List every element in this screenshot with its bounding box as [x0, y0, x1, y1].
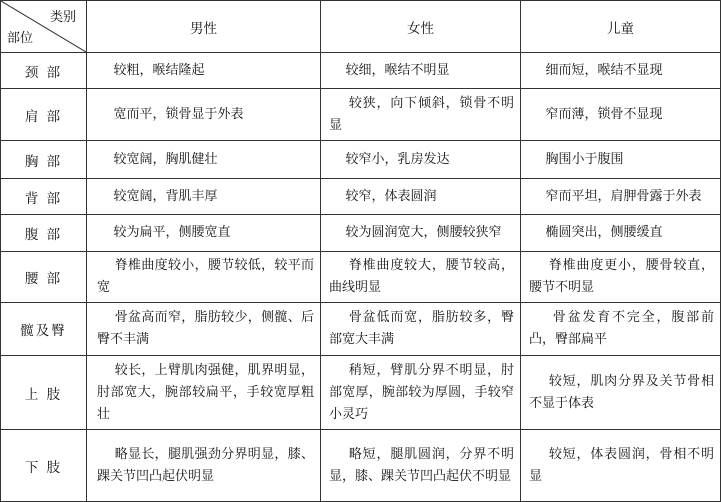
cell-male: 较粗，喉结隆起: [87, 53, 321, 89]
column-header-child: 儿童: [521, 1, 721, 53]
cell-female: 稍短，臂肌分界不明显，肘部宽厚，腕部较为厚圆，手较窄小灵巧: [321, 356, 521, 430]
table-row: [1, 215, 721, 252]
cell-child: 窄而平坦，肩胛骨露于外表: [521, 179, 721, 215]
table-row: [1, 430, 721, 502]
table-row: [1, 53, 721, 89]
table-row: [1, 303, 721, 356]
cell-child: 较短，肌肉分界及关节骨相不显于体表: [521, 356, 721, 430]
column-header-female: 女性: [321, 1, 521, 53]
row-label-back: 背 部: [1, 179, 87, 215]
cell-male: 较为扁平，侧腰宽直: [87, 215, 321, 252]
cell-female: 较为圆润宽大，侧腰较狭窄: [321, 215, 521, 252]
cell-male: 较宽阔，胸肌健壮: [87, 141, 321, 179]
corner-header-cell: [1, 1, 87, 53]
cell-child: 窄而薄，锁骨不显现: [521, 89, 721, 141]
cell-female: 较细，喉结不明显: [321, 53, 521, 89]
cell-male: 较长，上臂肌肉强健，肌界明显，肘部宽大，腕部较扁平，手较宽厚粗壮: [87, 356, 321, 430]
row-label-upper-limb: 上 肢: [1, 356, 87, 430]
row-label-shoulder: 肩 部: [1, 89, 87, 141]
cell-female: 骨盆低而宽，脂肪较多，臀部宽大丰满: [321, 303, 521, 356]
header-row: [1, 1, 721, 53]
row-label-waist: 腰 部: [1, 252, 87, 303]
table-row: [1, 356, 721, 430]
cell-male: 较宽阔，背肌丰厚: [87, 179, 321, 215]
cell-male: 宽而平，锁骨显于外表: [87, 89, 321, 141]
cell-child: 脊椎曲度更小，腰骨较直，腰节不明显: [521, 252, 721, 303]
cell-male: 脊椎曲度较小，腰节较低，较平而宽: [87, 252, 321, 303]
cell-female: 较窄小，乳房发达: [321, 141, 521, 179]
cell-female: 较狭，向下倾斜，锁骨不明显: [321, 89, 521, 141]
column-header-male: 男性: [87, 1, 321, 53]
cell-female: 脊椎曲度较大，腰节较高，曲线明显: [321, 252, 521, 303]
row-label-abdomen: 腹 部: [1, 215, 87, 252]
table-row: [1, 179, 721, 215]
cell-child: 较短，体表圆润，骨相不明显: [521, 430, 721, 502]
cell-male: 骨盆高而窄，脂肪较少，侧髋、后臀不丰满: [87, 303, 321, 356]
row-label-chest: 胸 部: [1, 141, 87, 179]
row-label-hip: 髋及臀: [1, 303, 87, 356]
row-label-lower-limb: 下 肢: [1, 430, 87, 502]
cell-child: 细而短，喉结不显现: [521, 53, 721, 89]
cell-male: 略显长，腿肌强劲分界明显，膝、踝关节凹凸起伏明显: [87, 430, 321, 502]
table-row: [1, 252, 721, 303]
row-label-neck: 颈 部: [1, 53, 87, 89]
cell-female: 较窄，体表圆润: [321, 179, 521, 215]
corner-label-part: 部位: [7, 31, 34, 46]
cell-child: 椭圆突出，侧腰缓直: [521, 215, 721, 252]
cell-female: 略短，腿肌圆润，分界不明显，膝、踝关节凹凸起伏不明显: [321, 430, 521, 502]
table-row: [1, 141, 721, 179]
corner-label-category: 类别: [49, 10, 76, 25]
cell-child: 胸围小于腹围: [521, 141, 721, 179]
cell-child: 骨盆发育不完全，腹部前凸，臀部扁平: [521, 303, 721, 356]
table-row: [1, 89, 721, 141]
